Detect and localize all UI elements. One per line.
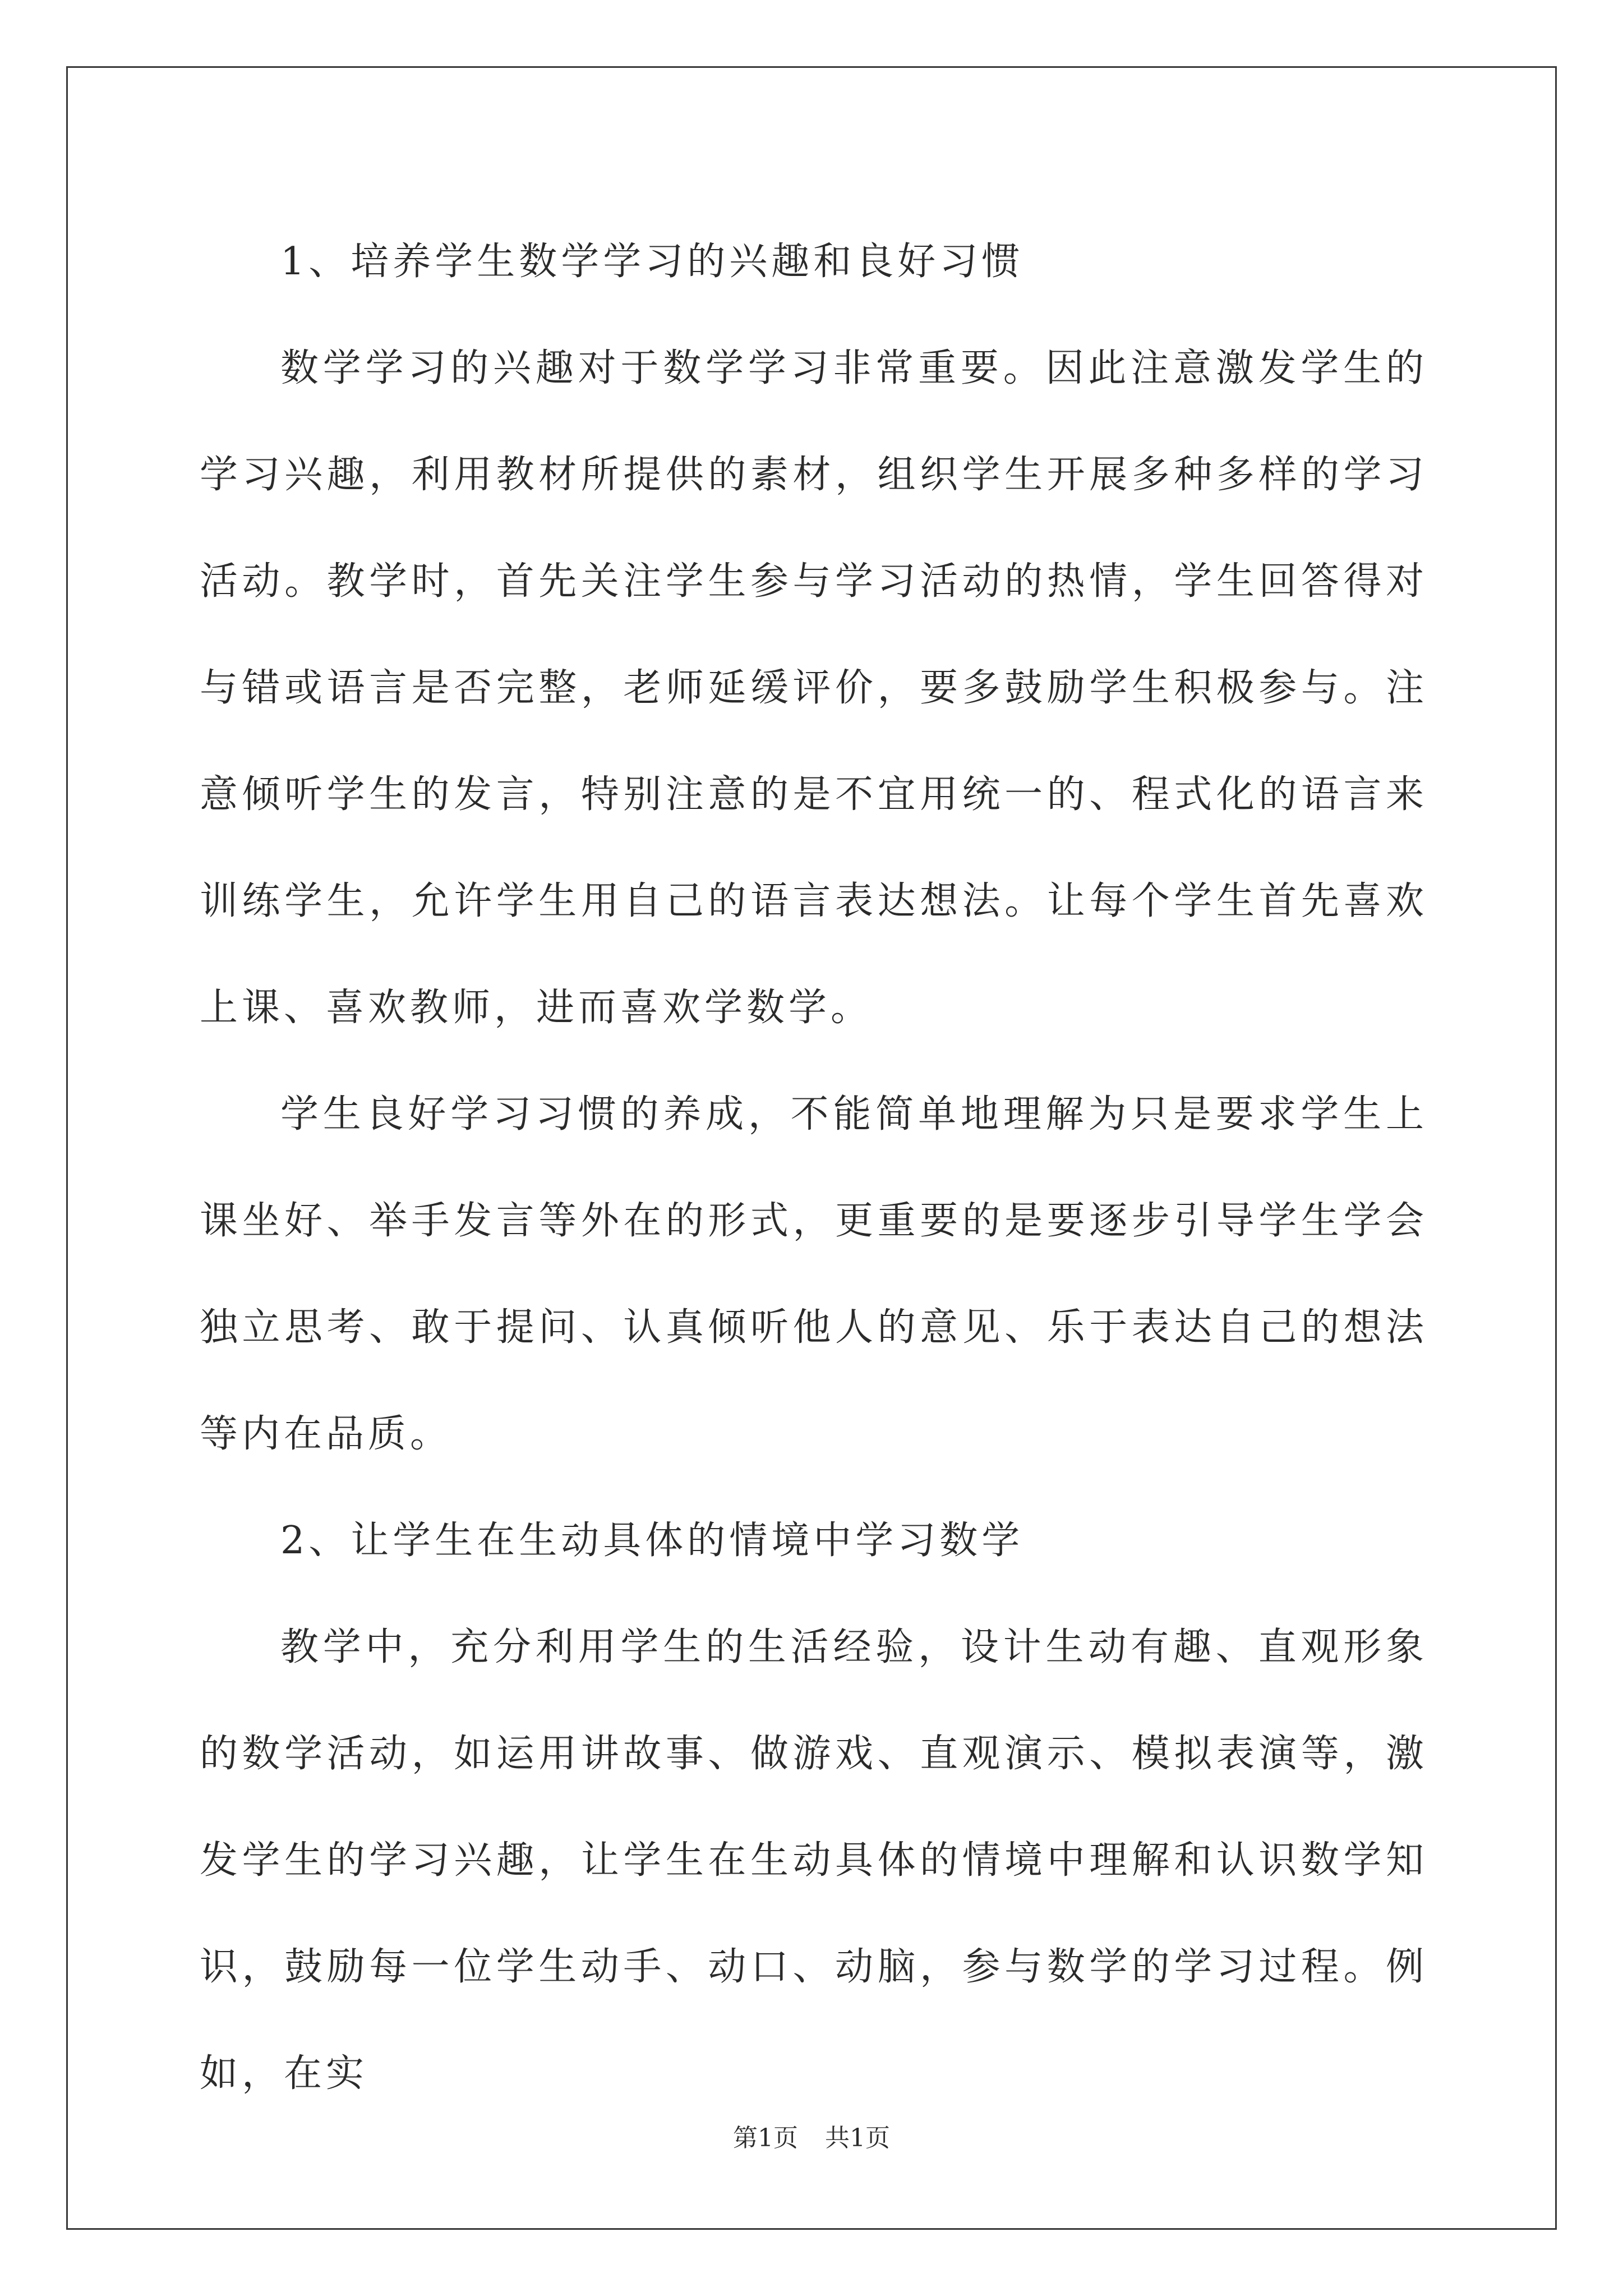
- body-paragraph: 教学中，充分利用学生的生活经验，设计生动有趣、直观形象的数学活动，如运用讲故事、做游戏、直观演示、模拟表演等，激发学生的学习兴趣，让学生在生动具体的情境中理解和认识数学知识，鼓励每一位学生动手、动口、动脑，参与数学的学习过程。例如，在实: [200, 1625, 1428, 2096]
- body-paragraph: 数学学习的兴趣对于数学学习非常重要。因此注意激发学生的学习兴趣，利用教材所提供的素材，组织学生开展多种多样的学习活动。教学时，首先关注学生参与学习活动的热情，学生回答得对与错或语言是否完整，老师延缓评价，要多鼓励学生积极参与。注意倾听学生的发言，特别注意的是不宜用统一的、程式化的语言来训练学生，允许学生用自己的语言表达想法。让每个学生首先喜欢上课、喜欢教师，进而喜欢学数学。: [200, 346, 1428, 1030]
- body-paragraph: 学生良好学习习惯的养成，不能简单地理解为只是要求学生上课坐好、举手发言等外在的形式，更重要的是要逐步引导学生学会独立思考、敢于提问、认真倾听他人的意见、乐于表达自己的想法等内在品质。: [200, 1092, 1428, 1456]
- section-heading: 1、培养学生数学学习的兴趣和良好习惯: [280, 240, 1024, 284]
- document-body: [200, 209, 1428, 2127]
- page-footer: [0, 2122, 1623, 2155]
- page-number-total: 共1页: [825, 2124, 890, 2152]
- page-number-current: 第1页: [733, 2124, 798, 2152]
- section-heading: 2、让学生在生动具体的情境中学习数学: [280, 1519, 1024, 1563]
